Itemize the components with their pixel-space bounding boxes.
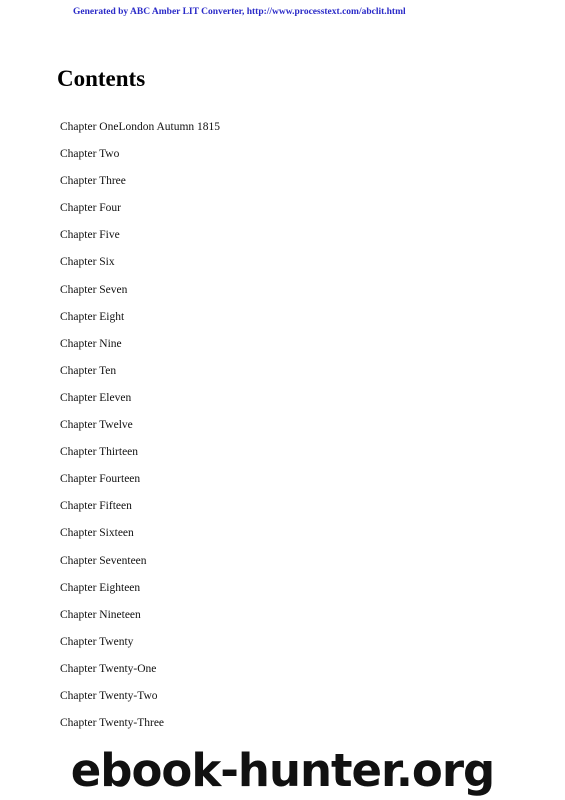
page-title: Contents [57, 66, 146, 91]
toc-item-chapter-15[interactable]: Chapter Fifteen [60, 500, 132, 513]
toc-item-chapter-14[interactable]: Chapter Fourteen [60, 473, 141, 486]
toc-item-chapter-1[interactable]: Chapter OneLondon Autumn 1815 [60, 121, 221, 133]
toc-item-chapter-4[interactable]: Chapter Four [60, 202, 122, 215]
toc-item-chapter-18[interactable]: Chapter Eighteen [60, 581, 141, 594]
toc-item-chapter-16[interactable]: Chapter Sixteen [60, 527, 134, 540]
toc-item-chapter-23[interactable]: Chapter Twenty-Three [60, 717, 165, 730]
toc-item-chapter-9[interactable]: Chapter Nine [60, 337, 122, 350]
toc-item-chapter-21[interactable]: Chapter Twenty-One [60, 662, 157, 675]
table-of-contents [60, 117, 220, 740]
toc-item-chapter-5[interactable]: Chapter Five [60, 229, 120, 242]
toc-item-chapter-3[interactable]: Chapter Three [60, 175, 126, 188]
toc-item-chapter-7[interactable]: Chapter Seven [60, 283, 128, 296]
toc-item-chapter-2[interactable]: Chapter Two [60, 148, 120, 161]
toc-item-chapter-20[interactable]: Chapter Twenty [60, 635, 134, 648]
toc-item-chapter-6[interactable]: Chapter Six [60, 256, 115, 269]
toc-item-chapter-10[interactable]: Chapter Ten [60, 364, 117, 377]
toc-item-chapter-13[interactable]: Chapter Thirteen [60, 446, 139, 459]
toc-item-chapter-17[interactable]: Chapter Seventeen [60, 554, 147, 567]
toc-item-chapter-19[interactable]: Chapter Nineteen [60, 608, 141, 621]
watermark-text: ebook-hunter.org [70, 744, 495, 797]
toc-item-chapter-12[interactable]: Chapter Twelve [60, 419, 133, 432]
toc-item-chapter-11[interactable]: Chapter Eleven [60, 391, 132, 404]
converter-link[interactable]: Generated by ABC Amber LIT Converter, http://www.processtext.com/abclit.html [73, 7, 406, 17]
toc-item-chapter-22[interactable]: Chapter Twenty-Two [60, 689, 158, 702]
toc-item-chapter-8[interactable]: Chapter Eight [60, 310, 125, 323]
